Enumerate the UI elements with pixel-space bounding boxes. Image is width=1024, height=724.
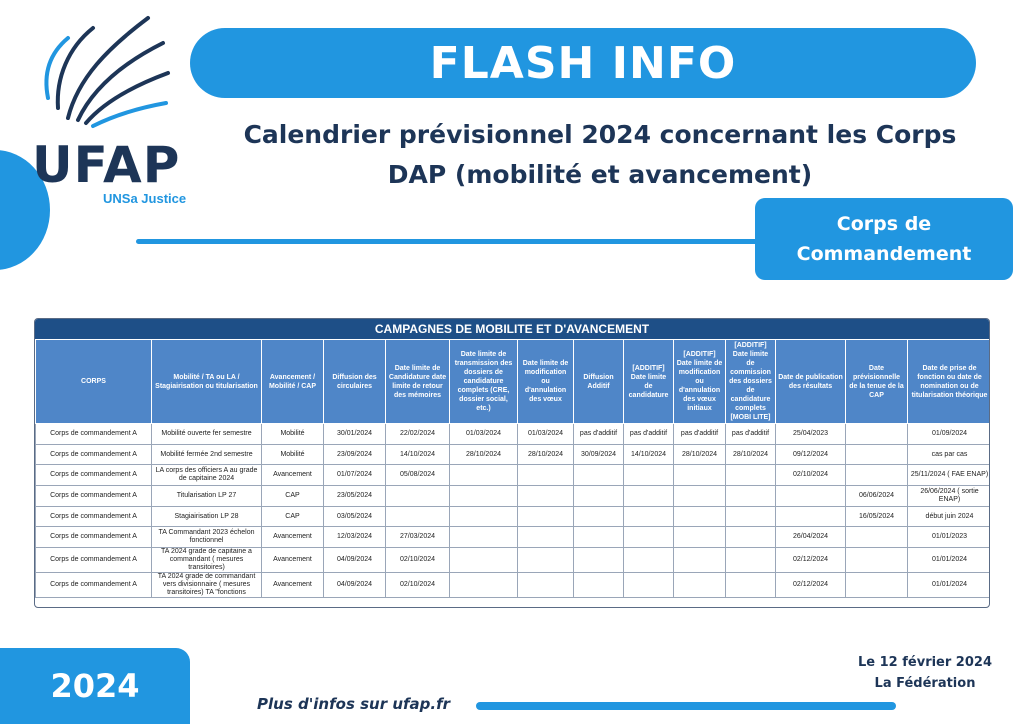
table-cell: [846, 444, 908, 465]
ufap-logo: [20, 8, 190, 208]
column-header: Avancement / Mobilité / CAP: [262, 340, 324, 424]
table-cell: 23/09/2024: [324, 444, 386, 465]
table-cell: [674, 548, 726, 573]
flash-info-title: FLASH INFO: [429, 37, 737, 89]
table-cell: [846, 465, 908, 486]
table-cell: 22/02/2024: [386, 424, 450, 445]
table-cell: [726, 573, 776, 598]
table-cell: [624, 506, 674, 527]
table-cell: [574, 573, 624, 598]
table-cell: Corps de commandement A: [36, 465, 152, 486]
table-cell: [518, 573, 574, 598]
table-cell: [574, 465, 624, 486]
table-cell: [776, 486, 846, 507]
table-cell: Mobilité: [262, 444, 324, 465]
table-row: [36, 573, 991, 598]
column-header: CORPS: [36, 340, 152, 424]
table-cell: 26/04/2024: [776, 527, 846, 548]
table-cell: [726, 486, 776, 507]
table-cell: Mobilité fermée 2nd semestre: [152, 444, 262, 465]
table-cell: [776, 506, 846, 527]
table-cell: [450, 573, 518, 598]
column-header: Date de prise de fonction ou date de nomination ou de titularisation théorique: [908, 340, 991, 424]
table-cell: TA Commandant 2023 échelon fonctionnel: [152, 527, 262, 548]
table-cell: [574, 506, 624, 527]
column-header: Diffusion Additif: [574, 340, 624, 424]
logo-text: UFAP: [32, 136, 181, 194]
table-cell: 23/05/2024: [324, 486, 386, 507]
table-cell: 28/10/2024: [450, 444, 518, 465]
flash-info-banner: [190, 28, 976, 98]
table-cell: 04/09/2024: [324, 548, 386, 573]
table-cell: [846, 573, 908, 598]
bottom-divider: [476, 702, 896, 710]
column-header: Mobilité / TA ou LA / Stagiairisation ou titularisation: [152, 340, 262, 424]
campaign-table: [34, 318, 990, 608]
table-cell: [726, 465, 776, 486]
table-cell: 14/10/2024: [386, 444, 450, 465]
table-cell: 01/01/2024: [908, 573, 991, 598]
table-cell: 05/08/2024: [386, 465, 450, 486]
table-cell: [518, 527, 574, 548]
column-header: [ADDITIF] Date limite de candidature: [624, 340, 674, 424]
table-cell: 02/10/2024: [386, 573, 450, 598]
table-cell: [624, 548, 674, 573]
column-header: Date de publication des résultats: [776, 340, 846, 424]
table-cell: [450, 527, 518, 548]
column-header: [ADDITIF] Date limite de commission des dossiers de candidature complets [MOBI LITE]: [726, 340, 776, 424]
table-cell: 14/10/2024: [624, 444, 674, 465]
table-cell: [674, 506, 726, 527]
table-cell: Corps de commandement A: [36, 573, 152, 598]
table-cell: [846, 527, 908, 548]
title-line-2: DAP (mobilité et avancement): [387, 160, 813, 189]
corps-badge: [755, 198, 1013, 280]
table-cell: [518, 548, 574, 573]
table-cell: 01/03/2024: [450, 424, 518, 445]
table-cell: 25/04/2023: [776, 424, 846, 445]
table-cell: [674, 486, 726, 507]
table-cell: 02/12/2024: [776, 548, 846, 573]
page-title: [200, 115, 1000, 195]
table-row: [36, 465, 991, 486]
table-cell: [386, 506, 450, 527]
table-cell: 09/12/2024: [776, 444, 846, 465]
column-header: Date limite de transmission des dossiers de candidature complets (CRE, dossier social, etc.): [450, 340, 518, 424]
table-cell: [846, 424, 908, 445]
table-cell: 28/10/2024: [726, 444, 776, 465]
table-cell: 01/03/2024: [518, 424, 574, 445]
table-cell: Titularisation LP 27: [152, 486, 262, 507]
table-cell: [624, 527, 674, 548]
table-cell: [518, 486, 574, 507]
table-cell: Corps de commandement A: [36, 424, 152, 445]
date-signature: [840, 652, 1010, 694]
table-cell: Corps de commandement A: [36, 444, 152, 465]
table-cell: [518, 506, 574, 527]
table-cell: Corps de commandement A: [36, 506, 152, 527]
table-cell: 02/12/2024: [776, 573, 846, 598]
table-cell: [624, 465, 674, 486]
table-cell: TA 2024 grade de capitaine a commandant ( mesures transitoires): [152, 548, 262, 573]
table-cell: 04/09/2024: [324, 573, 386, 598]
table-cell: Avancement: [262, 548, 324, 573]
table-cell: 30/01/2024: [324, 424, 386, 445]
table-cell: pas d'additif: [674, 424, 726, 445]
table-cell: [726, 548, 776, 573]
title-line-1: Calendrier prévisionnel 2024 concernant les Corps: [243, 120, 957, 149]
table-cell: Stagiairisation LP 28: [152, 506, 262, 527]
table-cell: [574, 548, 624, 573]
table-cell: pas d'additif: [574, 424, 624, 445]
table-row: [36, 548, 991, 573]
table-cell: 12/03/2024: [324, 527, 386, 548]
table-cell: Mobilité ouverte fer semestre: [152, 424, 262, 445]
signature: La Fédération: [874, 676, 976, 691]
table-cell: pas d'additif: [726, 424, 776, 445]
column-header: [ADDITIF] Date limite de modification ou d'annulation des vœux initiaux: [674, 340, 726, 424]
year-text: 2024: [50, 667, 140, 705]
table-cell: [726, 506, 776, 527]
table-cell: 28/10/2024: [674, 444, 726, 465]
column-header: Date prévisionnelle de la tenue de la CAP: [846, 340, 908, 424]
column-header: Date limite de Candidature date limite de retour des mémoires: [386, 340, 450, 424]
table-cell: début juin 2024: [908, 506, 991, 527]
table-cell: [450, 548, 518, 573]
table-cell: [518, 465, 574, 486]
table-cell: 03/05/2024: [324, 506, 386, 527]
table-cell: 25/11/2024 ( FAE ENAP): [908, 465, 991, 486]
table-cell: cas par cas: [908, 444, 991, 465]
calendar-table: [35, 339, 990, 598]
table-row: [36, 424, 991, 445]
table-cell: Corps de commandement A: [36, 486, 152, 507]
table-cell: Avancement: [262, 573, 324, 598]
table-cell: [624, 573, 674, 598]
logo-subtitle: UNSa Justice: [103, 191, 187, 206]
table-cell: 02/10/2024: [776, 465, 846, 486]
table-cell: [674, 573, 726, 598]
table-cell: Avancement: [262, 465, 324, 486]
table-row: [36, 486, 991, 507]
table-cell: pas d'additif: [624, 424, 674, 445]
table-header-row: [36, 340, 991, 424]
corps-line-1: Corps de: [836, 213, 932, 235]
publication-date: Le 12 février 2024: [858, 655, 992, 670]
table-cell: 01/01/2023: [908, 527, 991, 548]
table-cell: 28/10/2024: [518, 444, 574, 465]
table-cell: 01/09/2024: [908, 424, 991, 445]
table-cell: 02/10/2024: [386, 548, 450, 573]
table-cell: [386, 486, 450, 507]
table-cell: [450, 465, 518, 486]
table-cell: [674, 527, 726, 548]
table-cell: [574, 527, 624, 548]
table-cell: [574, 486, 624, 507]
table-cell: LA corps des officiers A au grade de capitaine 2024: [152, 465, 262, 486]
column-header: Date limite de modification ou d'annulation des vœux: [518, 340, 574, 424]
table-cell: [674, 465, 726, 486]
table-cell: 16/05/2024: [846, 506, 908, 527]
table-cell: 26/06/2024 ( sortie ENAP): [908, 486, 991, 507]
table-cell: 06/06/2024: [846, 486, 908, 507]
table-cell: Corps de commandement A: [36, 527, 152, 548]
table-cell: 01/01/2024: [908, 548, 991, 573]
dove-icon: [38, 8, 178, 138]
table-cell: 30/09/2024: [574, 444, 624, 465]
table-cell: CAP: [262, 506, 324, 527]
year-badge: [0, 648, 190, 724]
table-row: [36, 506, 991, 527]
table-cell: 27/03/2024: [386, 527, 450, 548]
table-body: [36, 424, 991, 598]
table-title: CAMPAGNES DE MOBILITE ET D'AVANCEMENT: [35, 319, 989, 339]
table-cell: [624, 486, 674, 507]
table-cell: [450, 506, 518, 527]
corps-line-2: Commandement: [796, 243, 972, 265]
table-cell: Corps de commandement A: [36, 548, 152, 573]
table-cell: TA 2024 grade de commandant vers divisionnaire ( mesures transitoires) TA "fonctions: [152, 573, 262, 598]
table-cell: [726, 527, 776, 548]
column-header: Diffusion des circulaires: [324, 340, 386, 424]
table-cell: Mobilité: [262, 424, 324, 445]
infos-link[interactable]: Plus d'infos sur ufap.fr: [257, 695, 451, 713]
table-row: [36, 527, 991, 548]
divider-line: [136, 239, 766, 244]
table-row: [36, 444, 991, 465]
table-cell: Avancement: [262, 527, 324, 548]
table-cell: 01/07/2024: [324, 465, 386, 486]
table-cell: [450, 486, 518, 507]
table-cell: CAP: [262, 486, 324, 507]
table-cell: [846, 548, 908, 573]
